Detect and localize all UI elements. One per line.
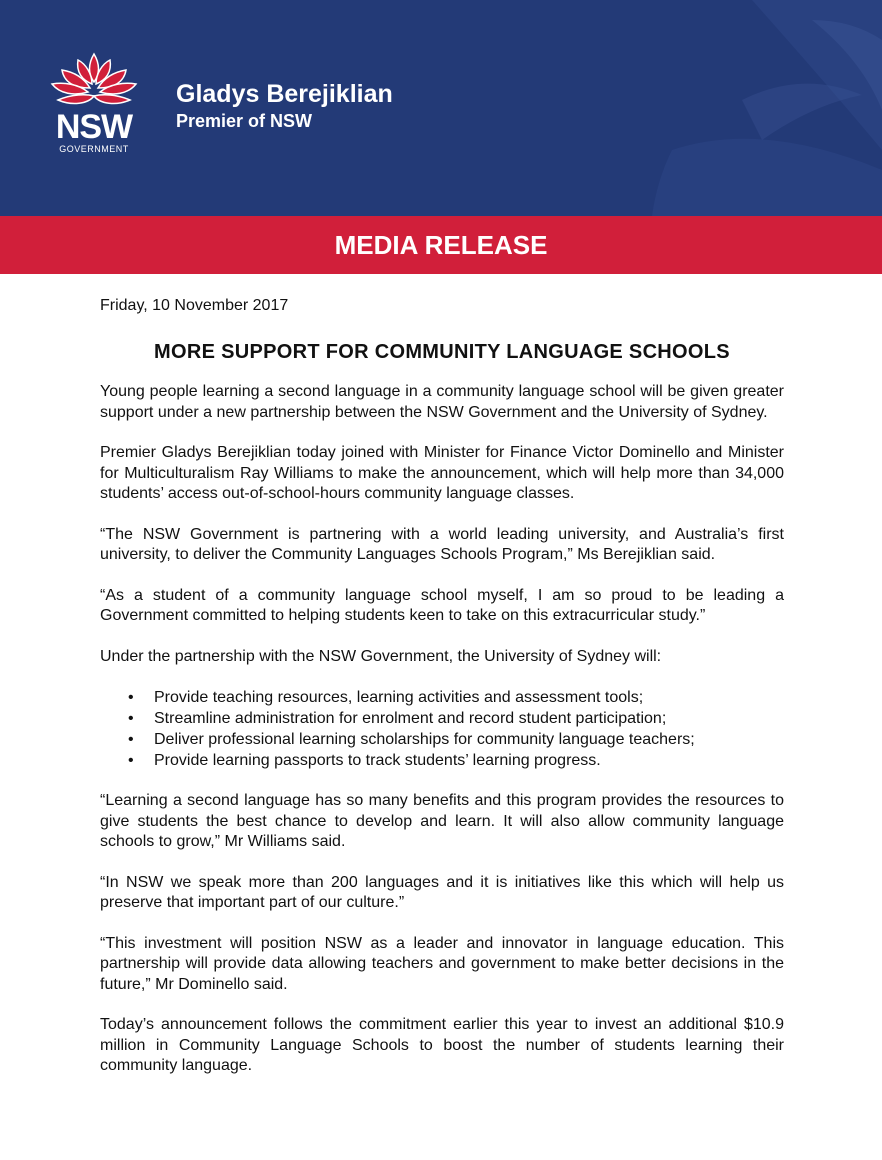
list-item — [128, 708, 784, 729]
list-item — [128, 729, 784, 750]
premier-title: Premier of NSW — [176, 111, 313, 131]
bullet-icon: • — [128, 689, 134, 706]
paragraph: Today’s announcement follows the commitment earlier this year to invest an additional $10.9 million in Community Language Schools to boost the number of students learning their community language. — [100, 1016, 784, 1074]
paragraph: “As a student of a community language school myself, I am so proud to be leading a Government committed to helping students keen to take on this extracurricular study.” — [100, 586, 784, 624]
waratah-flower-icon — [44, 50, 144, 110]
release-date: Friday, 10 November 2017 — [100, 297, 289, 314]
release-headline: MORE SUPPORT FOR COMMUNITY LANGUAGE SCHOOLS — [154, 341, 730, 363]
paragraph: Under the partnership with the NSW Government, the University of Sydney will: — [100, 647, 662, 665]
header-band — [0, 0, 882, 216]
paragraph: Young people learning a second language in a community language school will be given greater support under a new partnership between the NSW Government and the University of Sydney. — [100, 383, 784, 421]
logo-text: NSW — [55, 108, 133, 146]
list-item-text: Provide teaching resources, learning activities and assessment tools; — [154, 689, 644, 706]
paragraph: “This investment will position NSW as a leader and innovator in language education. This partnership will provide data allowing teachers and government to make better decisions in the future,” Mr Dominello said. — [100, 934, 784, 993]
paragraph: “In NSW we speak more than 200 languages and it is initiatives like this which will help us preserve that important part of our culture.” — [100, 873, 784, 911]
list-item — [128, 687, 784, 708]
nsw-government-logo — [44, 50, 144, 160]
bullet-icon: • — [128, 731, 134, 748]
header-decoration — [562, 0, 882, 216]
paragraph: “The NSW Government is partnering with a world leading university, and Australia’s first university, to deliver the Community Languages Schools Program,” Ms Berejiklian said. — [100, 525, 784, 563]
bullet-icon: • — [128, 752, 134, 769]
release-body — [100, 296, 784, 1097]
list-item-text: Streamline administration for enrolment and record student participation; — [154, 710, 667, 727]
logo-subtext: GOVERNMENT — [59, 144, 129, 154]
bullet-icon: • — [128, 710, 134, 727]
paragraph: “Learning a second language has so many benefits and this program provides the resources to give students the best chance to develop and learn. It will also allow community language schools to grow,” Mr Williams said. — [100, 792, 784, 850]
list-item-text: Deliver professional learning scholarships for community language teachers; — [154, 731, 695, 748]
list-item-text: Provide learning passports to track students’ learning progress. — [154, 752, 601, 769]
paragraph: Premier Gladys Berejiklian today joined with Minister for Finance Victor Dominello and Minister for Multiculturalism Ray Williams to make the announcement, which will help more than 34,000 students’ access out-of-school-hours community language classes. — [100, 444, 784, 502]
partnership-list — [100, 687, 784, 771]
list-item — [128, 750, 784, 771]
media-release-banner: MEDIA RELEASE — [0, 216, 882, 274]
premier-name: Gladys Berejiklian — [176, 80, 393, 108]
